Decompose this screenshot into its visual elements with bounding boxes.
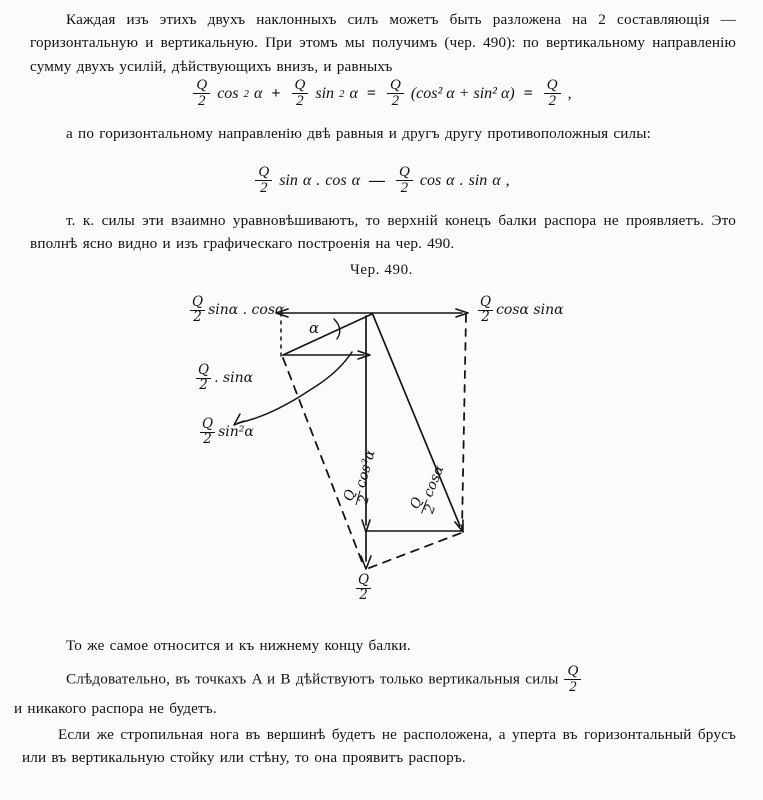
label-mid-right-expr: cosα — [420, 462, 448, 500]
paragraph-3-text: т. к. силы эти взаимно уравновѣшиваютъ, то верхній конецъ балки распора не проявляетъ. Это вполнѣ ясно видно и изъ графическаго построенія на чер. 490. — [30, 212, 736, 253]
formula-2-cos-b: cos — [419, 171, 442, 189]
paragraph-5-text: Слѣдовательно, въ точкахъ A и B дѣйствуютъ только вертикальныя силы — [66, 670, 559, 688]
label-bottom — [356, 574, 374, 602]
formula-2-cos: cos — [325, 171, 347, 189]
formula-2-dot-a: . — [316, 171, 321, 189]
formula-2-sin-b: sin — [468, 171, 488, 189]
fraction-denominator: 2 — [198, 93, 206, 110]
formula-2 — [0, 163, 763, 197]
label-top-right-num: Q — [480, 294, 492, 310]
formula-2-alpha-b: α — [351, 171, 360, 189]
paragraph-5 — [30, 664, 736, 696]
label-mid-left-expr: cos²α — [352, 448, 379, 490]
formula-1-alpha-a: α — [253, 84, 263, 102]
label-top-right-expr: cosα sinα — [496, 302, 564, 318]
paragraph-2 — [30, 122, 736, 145]
paragraph-1 — [30, 8, 736, 78]
label-left-lower — [200, 418, 254, 446]
label-left-lower-expr: sin²α — [218, 424, 254, 440]
dashed-diagonal-bottom — [369, 533, 461, 568]
paragraph-5-continuation: и никакого распора не будетъ. — [14, 700, 217, 717]
label-top-left-fraction — [190, 296, 205, 324]
label-left-lower-num: Q — [202, 416, 214, 432]
inline-fraction-num: Q — [564, 664, 581, 680]
formula-2-alpha-c: α — [446, 171, 455, 189]
formula-1-group: (cos² α + sin² α) — [410, 84, 515, 102]
label-left-upper-expr: . sinα — [214, 370, 254, 386]
label-mid-left-den: 2 — [354, 493, 373, 506]
inclined-force-line — [283, 314, 372, 355]
paragraph-3 — [30, 209, 736, 256]
fraction-q-over-2 — [193, 78, 210, 110]
fraction-q-over-2-e — [255, 165, 272, 197]
label-top-left — [190, 296, 284, 324]
fraction-denominator-c: 2 — [391, 93, 400, 110]
label-top-right — [478, 296, 564, 324]
fraction-numerator-c: Q — [387, 78, 404, 94]
label-bottom-fraction — [356, 574, 371, 602]
label-left-lower-den: 2 — [203, 430, 212, 447]
label-mid-right-num: Q — [408, 494, 427, 513]
label-top-left-num: Q — [192, 294, 204, 310]
fraction-q-over-2-b — [292, 78, 309, 110]
fraction-numerator: Q — [193, 78, 210, 94]
formula-2-sin: sin — [279, 171, 298, 189]
label-angle-alpha: α — [309, 319, 320, 337]
formula-1-cos: cos — [217, 84, 239, 102]
label-mid-left-num: Q — [342, 487, 360, 505]
fraction-denominator-e: 2 — [260, 180, 268, 197]
paragraph-4-text: То же самое относится и къ нижнему концу балки. — [66, 637, 411, 654]
label-left-upper-den: 2 — [199, 376, 208, 393]
label-top-right-den: 2 — [481, 308, 490, 325]
label-left-upper-num: Q — [198, 362, 210, 378]
formula-1-alpha-b: α — [349, 84, 358, 102]
fraction-q-over-2-c — [387, 78, 404, 110]
paragraph-6 — [22, 723, 736, 770]
label-mid-right-den: 2 — [420, 501, 439, 516]
force-decomposition-diagram — [0, 286, 763, 621]
label-bottom-den: 2 — [359, 586, 368, 603]
paragraph-2-text: а по горизонтальному направленію двѣ равныя и другъ другу противоположныя силы: — [66, 125, 651, 142]
paragraph-4 — [30, 634, 736, 657]
formula-1-plus: + — [271, 84, 281, 102]
formula-2-dot-b: . — [459, 171, 464, 189]
label-top-left-den: 2 — [193, 308, 202, 325]
label-bottom-num: Q — [358, 572, 370, 588]
formula-2-minus: — — [369, 171, 385, 189]
fraction-numerator-d: Q — [544, 78, 561, 94]
dashed-right-vertical — [462, 315, 466, 529]
formula-1-equals-2: = — [523, 84, 533, 102]
fraction-q-over-2-d — [544, 78, 561, 110]
formula-2-alpha-a: α — [302, 171, 312, 189]
fraction-numerator-b: Q — [292, 78, 309, 94]
paragraph-1-text: Каждая изъ этихъ двухъ наклонныхъ силъ можетъ быть разложена на 2 составляющія — горизонтальную и вертикальную. При этомъ мы получимъ (чер. 490): по вертикальному направленію сумму двухъ усилій, дѣйствующихъ внизъ, и равныхъ — [30, 11, 736, 75]
inline-fraction-q-over-2 — [564, 664, 581, 696]
fraction-denominator-b: 2 — [296, 93, 304, 110]
formula-1-equals-1: = — [366, 84, 376, 102]
label-top-right-fraction — [478, 296, 493, 324]
fraction-denominator-d: 2 — [548, 93, 556, 110]
formula-1 — [0, 76, 763, 110]
label-left-lower-fraction — [200, 418, 215, 446]
fraction-numerator-e: Q — [255, 165, 272, 181]
formula-2-row — [253, 165, 509, 197]
fraction-numerator-f: Q — [396, 165, 413, 181]
figure-caption: Чер. 490. — [349, 262, 414, 278]
label-left-upper — [196, 364, 253, 392]
formula-2-alpha-d: α — [492, 171, 501, 189]
inline-fraction-den: 2 — [569, 679, 577, 696]
formula-1-cos-exponent: 2 — [243, 87, 249, 100]
formula-2-comma: , — [505, 171, 510, 189]
formula-1-row — [191, 78, 571, 110]
label-left-upper-fraction — [196, 364, 211, 392]
formula-1-sin-exponent: 2 — [339, 87, 345, 100]
fraction-denominator-f: 2 — [400, 180, 409, 197]
formula-1-sin: sin — [315, 84, 335, 102]
label-top-left-expr: sinα . cosα — [208, 302, 285, 318]
fraction-q-over-2-f — [396, 165, 413, 197]
paragraph-6-text: Если же стропильная нога въ вершинѣ будетъ не расположена, а уперта въ горизонтальный брусъ или въ вертикальную стойку или стѣну, то она проявитъ распоръ. — [22, 726, 736, 767]
formula-1-comma: , — [567, 84, 572, 102]
